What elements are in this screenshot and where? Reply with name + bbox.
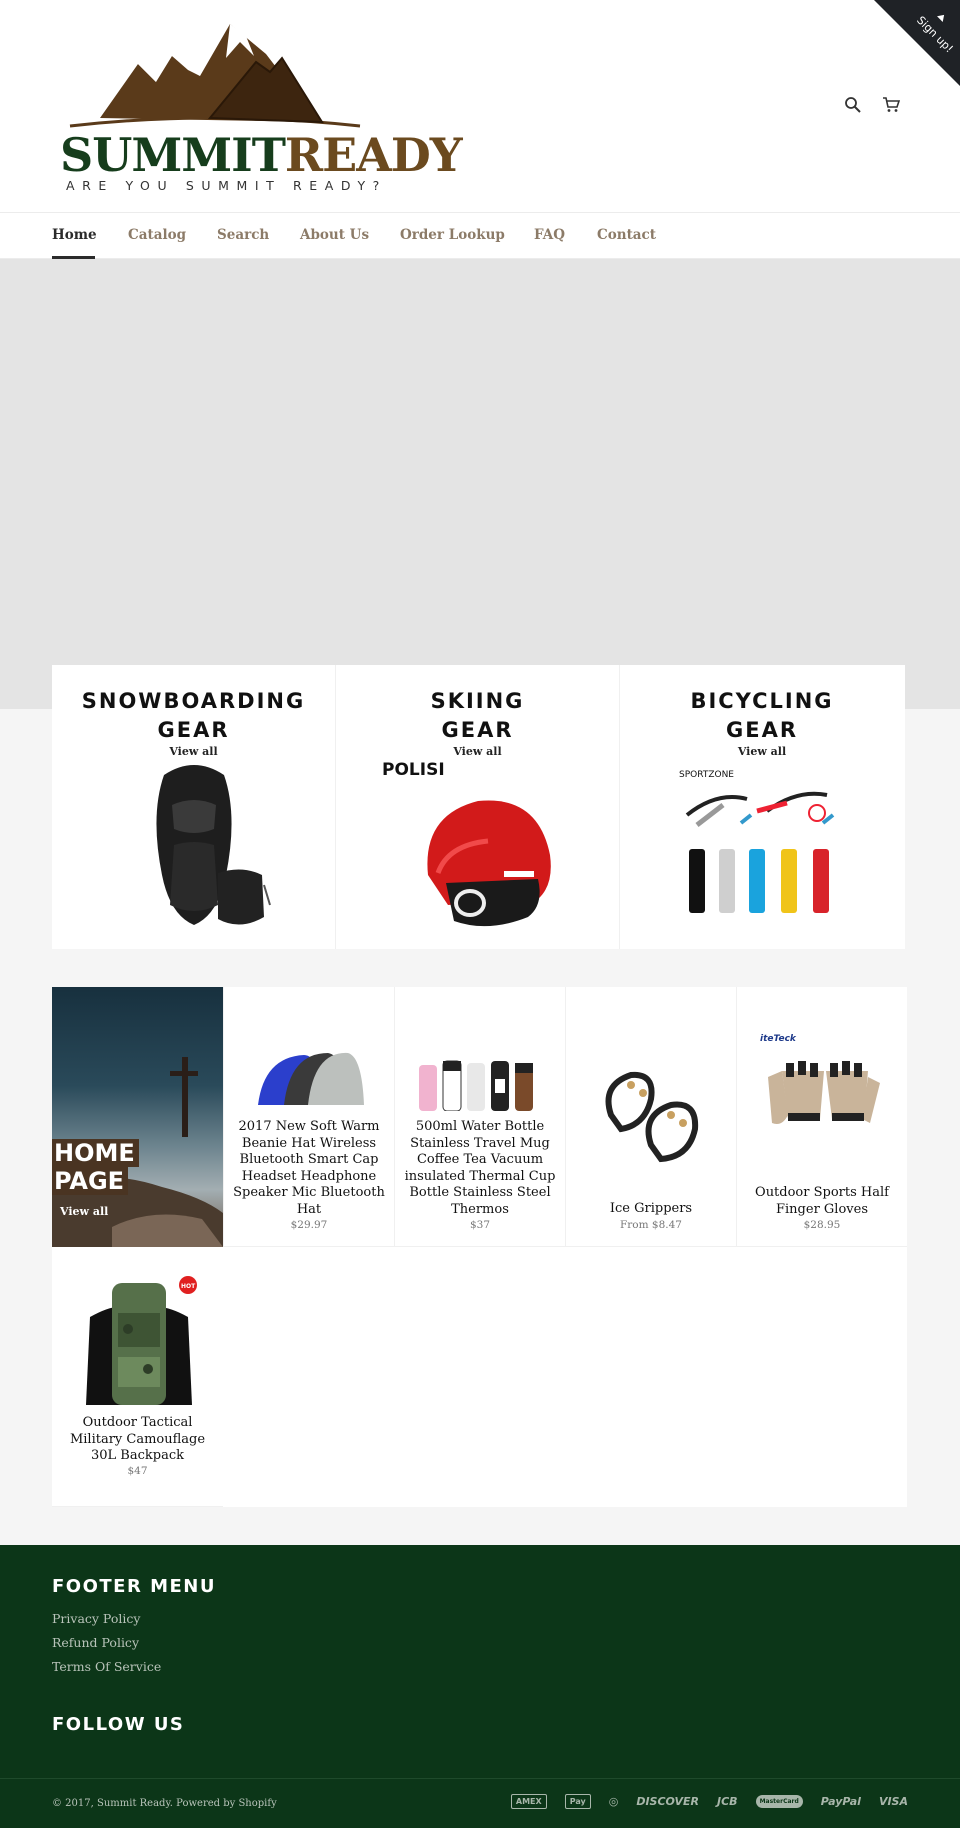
water-bottles-image [415,1059,545,1111]
logo-word-summit: SUMMIT [60,128,285,182]
ski-helmet-image [378,755,578,935]
polisi-brand-text: POLISI [381,760,445,780]
collection-title [52,687,335,745]
collection-title-line1: BICYCLING [690,689,834,713]
copyright-text: © 2017, Summit Ready. Powered by Shopify [52,1798,277,1809]
collection-title [620,687,904,745]
product-price: $47 [127,1465,148,1477]
site-header [0,0,960,212]
hero-banner [0,259,960,709]
collection-title-line1: SNOWBOARDING [81,689,306,713]
visa-icon: VISA [878,1795,908,1808]
featured-collections [52,665,905,949]
product-name: 2017 New Soft Warm Beanie Hat Wireless Bluetooth Smart Cap Headset Headphone Speaker Mic Bluetooth Hat [233,1119,385,1217]
product-card-ice-grippers[interactable] [565,987,736,1247]
search-icon[interactable] [844,96,862,114]
collection-title-line2: GEAR [441,718,514,742]
logo-tagline: ARE YOU SUMMIT READY? [66,178,387,193]
amex-icon: AMEX [511,1794,547,1809]
signup-corner-ribbon[interactable] [874,0,960,86]
hot-badge-text: HOT [180,1283,195,1290]
product-name: Outdoor Sports Half Finger Gloves [755,1185,889,1217]
half-finger-gloves-image [752,1027,892,1137]
footer-menu-title: FOOTER MENU [52,1576,216,1597]
footer-link-refund-policy[interactable]: Refund Policy [52,1635,139,1650]
nav-order-lookup[interactable]: Order Lookup [400,227,505,243]
collection-skiing-gear[interactable] [336,665,620,949]
bike-stem-extenders-image [677,755,847,935]
product-price: From $8.47 [620,1219,682,1231]
product-card-water-bottle[interactable] [394,987,565,1247]
mastercard-icon [756,1795,803,1808]
product-card-half-finger-gloves[interactable] [736,987,907,1247]
view-all-link[interactable]: View all [60,1205,109,1218]
nav-catalog[interactable]: Catalog [128,227,187,243]
footer-link-terms-of-service[interactable]: Terms Of Service [52,1659,162,1674]
mountain-logo-icon [60,18,370,130]
product-card-beanie-hat[interactable] [223,987,394,1247]
main-nav [0,212,960,259]
nav-faq[interactable]: FAQ [534,227,566,243]
discover-icon: DISCOVER [636,1795,700,1808]
product-price: $28.95 [803,1219,841,1231]
signup-label: Sign up! [914,13,956,56]
collection-bicycling-gear[interactable] [620,665,904,949]
product-card-tactical-backpack[interactable] [52,1247,223,1507]
collection-title-line2: GEAR [725,718,798,742]
product-name: 500ml Water Bottle Stainless Travel Mug Coffee Tea Vacuum insulated Thermal Cup Bottle Stainless Steel Thermos [404,1119,556,1217]
nav-home[interactable]: Home [52,227,97,243]
homepage-title-line2: PAGE [52,1167,128,1195]
balaclava-image [114,755,274,935]
collection-snowboarding-gear[interactable] [52,665,336,949]
gloves-brand-text: iteTeck [760,1034,796,1044]
collection-title-line1: SKIING [430,689,525,713]
collection-title [336,687,619,745]
logo-word-ready: READY [284,128,462,182]
tactical-backpack-image [68,1273,208,1413]
apple-pay-icon: Pay [565,1794,591,1809]
product-name: Ice Grippers [609,1201,693,1216]
homepage-title [52,1139,139,1195]
logo-wordmark [60,128,462,182]
nav-search[interactable]: Search [217,227,270,243]
sportzone-brand-text: SPORTZONE [679,770,734,780]
footer-bottom-bar [0,1778,960,1828]
nav-about-us[interactable]: About Us [300,227,370,243]
beanie-hat-image [244,1047,374,1107]
summit-ready-logo[interactable] [60,18,462,198]
jcb-icon: JCB [717,1795,738,1808]
nav-contact[interactable]: Contact [597,227,657,243]
cart-icon[interactable] [882,96,900,114]
homepage-title-line1: HOME [52,1139,139,1167]
product-price: $37 [469,1219,491,1231]
product-price: $29.97 [290,1219,328,1231]
follow-us-title: FOLLOW US [52,1714,185,1735]
payment-icons [511,1794,908,1809]
homepage-collection-tile[interactable] [52,987,223,1247]
diners-club-icon: ◎ [608,1795,619,1808]
mastercard-label: MasterCard [756,1795,803,1808]
view-all-link[interactable]: View all [453,745,502,758]
ice-grippers-image [591,1065,711,1165]
paypal-icon: PayPal [820,1795,861,1808]
site-footer [0,1545,960,1828]
header-icons [844,96,900,114]
product-name: Outdoor Tactical Military Camouflage 30L Backpack [69,1415,206,1463]
view-all-link[interactable]: View all [737,745,787,758]
footer-link-privacy-policy[interactable]: Privacy Policy [52,1611,141,1626]
view-all-link[interactable]: View all [169,745,218,758]
featured-products-grid [52,987,907,1507]
collection-title-line2: GEAR [157,718,230,742]
